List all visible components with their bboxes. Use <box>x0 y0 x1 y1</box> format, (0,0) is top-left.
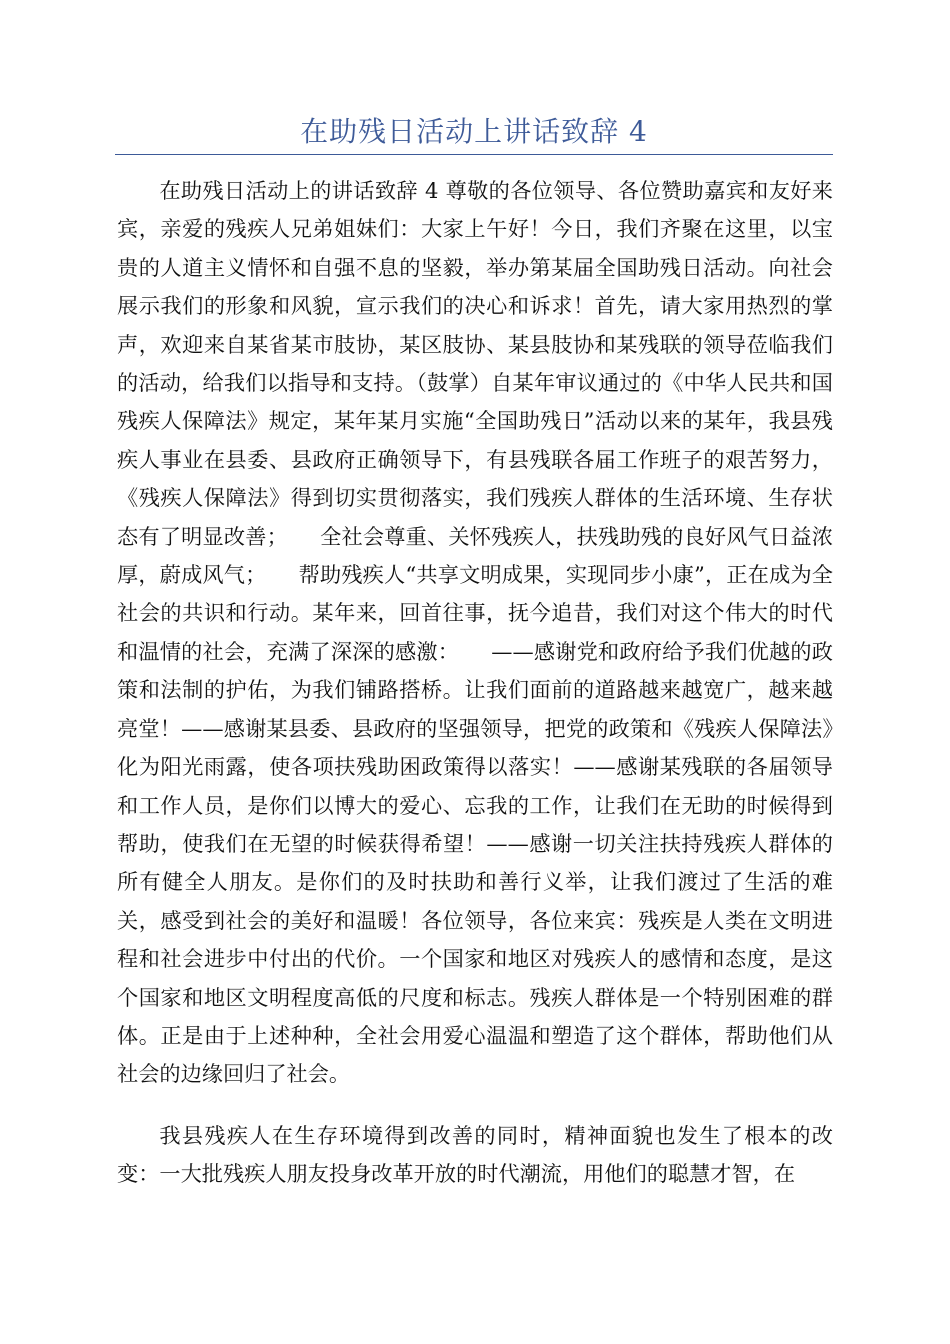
title-underline <box>115 154 833 155</box>
page-title: 在助残日活动上讲话致辞 4 <box>300 115 648 148</box>
paragraph: 在助残日活动上的讲话致辞 4 尊敬的各位领导、各位赞助嘉宾和友好来宾，亲爱的残疾人兄弟姐妹们：大家上午好！今日，我们齐聚在这里，以宝贵的人道主义情怀和自强不息的坚毅，举办第某届全国助残日活动。向社会展示我们的形象和风貌，宣示我们的决心和诉求！首先，请大家用热烈的掌声，欢迎来自某省某市肢协，某区肢协、某县肢协和某残联的领导莅临我们的活动，给我们以指导和支持。（鼓掌）自某年审议通过的《中华人民共和国残疾人保障法》规定，某年某月实施“全国助残日”活动以来的某年，我县残疾人事业在县委、县政府正确领导下，有县残联各届工作班子的艰苦努力，《残疾人保障法》得到切实贯彻落实，我们残疾人群体的生活环境、生存状态有了明显改善； 全社会尊重、关怀残疾人，扶残助残的良好风气日益浓厚，蔚成风气； 帮助残疾人“共享文明成果，实现同步小康”，正在成为全社会的共识和行动。某年来，回首往事，抚今追昔，我们对这个伟大的时代和温情的社会，充满了深深的感激： ——感谢党和政府给予我们优越的政策和法制的护佑，为我们铺路搭桥。让我们面前的道路越来越宽广，越来越亮堂！——感谢某县委、县政府的坚强领导，把党的政策和《残疾人保障法》化为阳光雨露，使各项扶残助困政策得以落实！——感谢某残联的各届领导和工作人员，是你们以博大的爱心、忘我的工作，让我们在无助的时候得到帮助，使我们在无望的时候获得希望！——感谢一切关注扶持残疾人群体的所有健全人朋友。是你们的及时扶助和善行义举，让我们渡过了生活的难关，感受到社会的美好和温暖！各位领导，各位来宾：残疾是人类在文明进程和社会进步中付出的代价。一个国家和地区对残疾人的感情和态度，是这个国家和地区文明程度高低的尺度和标志。残疾人群体是一个特别困难的群体。正是由于上述种种，全社会用爱心温温和塑造了这个群体，帮助他们从社会的边缘回归了社会。 <box>117 178 833 1087</box>
document-body <box>117 172 833 1194</box>
paragraph: 我县残疾人在生存环境得到改善的同时，精神面貌也发生了根本的改变：一大批残疾人朋友投身改革开放的时代潮流，用他们的聪慧才智，在 <box>117 1122 833 1187</box>
